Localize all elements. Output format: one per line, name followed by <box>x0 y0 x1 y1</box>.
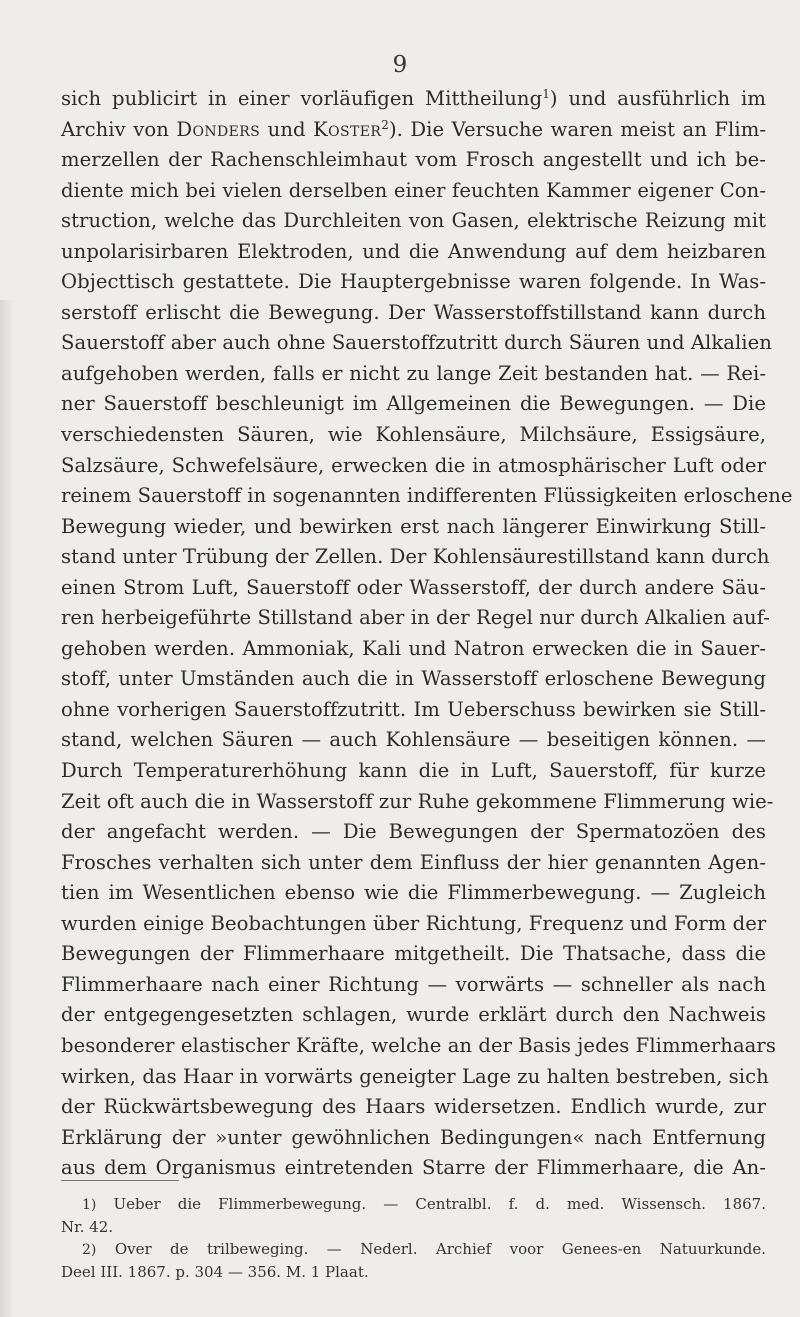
footnote-text: Nr. 42. <box>61 1217 114 1236</box>
footnote-line <box>61 1216 766 1239</box>
text-fragment: Flimmerhaare nach einer Richtung — vorwärts — schneller als nach <box>61 972 766 996</box>
text-line <box>61 389 766 420</box>
text-fragment: struction, welche das Durchleiten von Gasen, elektrische Reizung mit <box>61 209 766 233</box>
text-line <box>61 1123 766 1154</box>
text-fragment: unpolarisirbaren Elektroden, und die Anwendung auf dem heizbaren <box>61 239 766 263</box>
author-name: Koster <box>313 117 382 141</box>
footnote-text: Over de trilbeweging. — Nederl. Archief voor Genees-en Natuurkunde. <box>114 1240 766 1258</box>
text-fragment: ) und ausführlich im <box>549 87 766 110</box>
text-line <box>61 267 766 298</box>
text-line <box>61 573 766 604</box>
text-fragment: ren herbeigeführte Stillstand aber in der Regel nur durch Alkalien auf- <box>61 606 770 630</box>
footnote-text: Deel III. 1867. p. 304 — 356. M. 1 Plaat. <box>61 1262 369 1281</box>
page-number: 9 <box>392 52 408 78</box>
text-fragment: Durch Temperaturerhöhung kann die in Luft, Sauerstoff, für kurze <box>61 759 766 783</box>
footnote-text: Ueber die Flimmerbewegung. — Centralbl. f. d. med. Wissensch. 1867. <box>113 1195 766 1213</box>
author-name: Donders <box>176 117 261 141</box>
text-line <box>61 909 766 940</box>
text-line <box>61 84 766 115</box>
footnote-rule <box>61 1180 179 1181</box>
text-line <box>61 725 766 756</box>
text-line <box>61 451 766 482</box>
text-line <box>61 145 766 176</box>
text-line <box>61 756 766 787</box>
text-line <box>61 542 770 573</box>
text-line <box>61 115 766 146</box>
text-line <box>61 359 766 390</box>
text-fragment: ohne vorherigen Sauerstoffzutritt. Im Ueberschuss bewirken sie Still- <box>61 697 766 721</box>
text-fragment: reinem Sauerstoff in sogenannten indifferenten Flüssigkeiten erloschene <box>61 484 793 508</box>
footnote-ref: 1 <box>542 87 550 101</box>
text-line <box>61 1092 766 1123</box>
text-line <box>61 1000 766 1031</box>
text-line <box>61 787 774 818</box>
text-line <box>61 817 766 848</box>
text-fragment: Bewegungen der Flimmerhaare mitgetheilt. Die Thatsache, dass die <box>61 942 766 966</box>
text-fragment: der angefacht werden. — Die Bewegungen der Spermatozöen des <box>61 820 766 844</box>
body-text <box>61 84 793 1184</box>
text-fragment: Sauerstoff aber auch ohne Sauerstoffzutritt durch Säuren und Alkalien <box>61 331 772 355</box>
text-line <box>61 420 766 451</box>
text-fragment: Salzsäure, Schwefelsäure, erwecken die in atmosphärischer Luft oder <box>61 453 766 477</box>
text-fragment: einen Strom Luft, Sauerstoff oder Wasserstoff, der durch andere Säu- <box>61 575 766 599</box>
footnotes <box>61 1193 766 1283</box>
text-line <box>61 237 766 268</box>
text-line <box>61 512 766 543</box>
text-fragment: Zeit oft auch die in Wasserstoff zur Ruhe gekommene Flimmerung wie- <box>61 789 774 813</box>
footnote-line <box>61 1193 766 1216</box>
footnote-ref: 2 <box>381 117 389 132</box>
text-fragment: aus dem Organismus eintretenden Starre der Flimmerhaare, die An- <box>61 1156 766 1180</box>
text-line <box>61 939 766 970</box>
text-line <box>61 878 766 909</box>
footnote-number: 1) <box>82 1197 97 1213</box>
text-fragment: ner Sauerstoff beschleunigt im Allgemeinen die Bewegungen. — Die <box>61 392 766 416</box>
text-line <box>61 634 766 665</box>
text-line <box>61 298 766 329</box>
text-fragment: Bewegung wieder, und bewirken erst nach längerer Einwirkung Still- <box>61 514 766 538</box>
text-fragment: gehoben werden. Ammoniak, Kali und Natron erwecken die in Sauer- <box>61 636 766 660</box>
text-fragment: stand unter Trübung der Zellen. Der Kohlensäurestillstand kann durch <box>61 545 770 569</box>
text-fragment: diente mich bei vielen derselben einer feuchten Kammer eigener Con- <box>61 178 766 202</box>
text-line <box>61 970 766 1001</box>
text-fragment: wurden einige Beobachtungen über Richtung, Frequenz und Form der <box>61 911 767 935</box>
text-fragment: tien im Wesentlichen ebenso wie die Flimmerbewegung. — Zugleich <box>61 881 766 905</box>
text-fragment: Erklärung der »unter gewöhnlichen Bedingungen« nach Entfernung <box>61 1125 766 1149</box>
text-line <box>61 603 770 634</box>
footnote-line <box>61 1238 766 1261</box>
text-fragment: wirken, das Haar in vorwärts geneigter Lage zu halten bestreben, sich <box>61 1064 769 1088</box>
text-line <box>61 1031 776 1062</box>
text-line <box>61 848 766 879</box>
text-fragment: stoff, unter Umständen auch die in Wasserstoff erloschene Bewegung <box>61 667 766 691</box>
text-line <box>61 664 766 695</box>
page-edge-shadow <box>0 300 14 1317</box>
text-fragment: ). Die Versuche waren meist an Flim- <box>388 117 766 141</box>
text-fragment: der Rückwärtsbewegung des Haars widersetzen. Endlich wurde, zur <box>61 1095 766 1119</box>
text-fragment: Objecttisch gestattete. Die Hauptergebnisse waren folgende. In Was- <box>61 270 766 294</box>
text-fragment: der entgegengesetzten schlagen, wurde erklärt durch den Nachweis <box>61 1003 766 1027</box>
text-line <box>61 328 772 359</box>
text-fragment: aufgehoben werden, falls er nicht zu lange Zeit bestanden hat. — Rei- <box>61 361 766 385</box>
text-line <box>61 1062 769 1093</box>
text-line <box>61 695 766 726</box>
text-line <box>61 176 766 207</box>
footnote-number: 2) <box>82 1242 97 1258</box>
text-fragment: besonderer elastischer Kräfte, welche an der Basis jedes Flimmerhaars <box>61 1033 776 1057</box>
text-fragment: serstoff erlischt die Bewegung. Der Wasserstoffstillstand kann durch <box>61 300 766 324</box>
footnote-line <box>61 1261 766 1284</box>
text-line <box>61 206 766 237</box>
text-fragment: und <box>260 117 314 141</box>
text-fragment: verschiedensten Säuren, wie Kohlensäure, Milchsäure, Essigsäure, <box>61 423 766 447</box>
text-line <box>61 481 793 512</box>
text-fragment: Archiv von <box>61 117 177 141</box>
text-fragment: stand, welchen Säuren — auch Kohlensäure — beseitigen können. — <box>61 728 766 752</box>
text-fragment: merzellen der Rachenschleimhaut vom Frosch angestellt und ich be- <box>61 148 766 172</box>
text-fragment: sich publicirt in einer vorläufigen Mittheilung <box>61 87 543 110</box>
text-fragment: Frosches verhalten sich unter dem Einfluss der hier genannten Agen- <box>61 850 766 874</box>
